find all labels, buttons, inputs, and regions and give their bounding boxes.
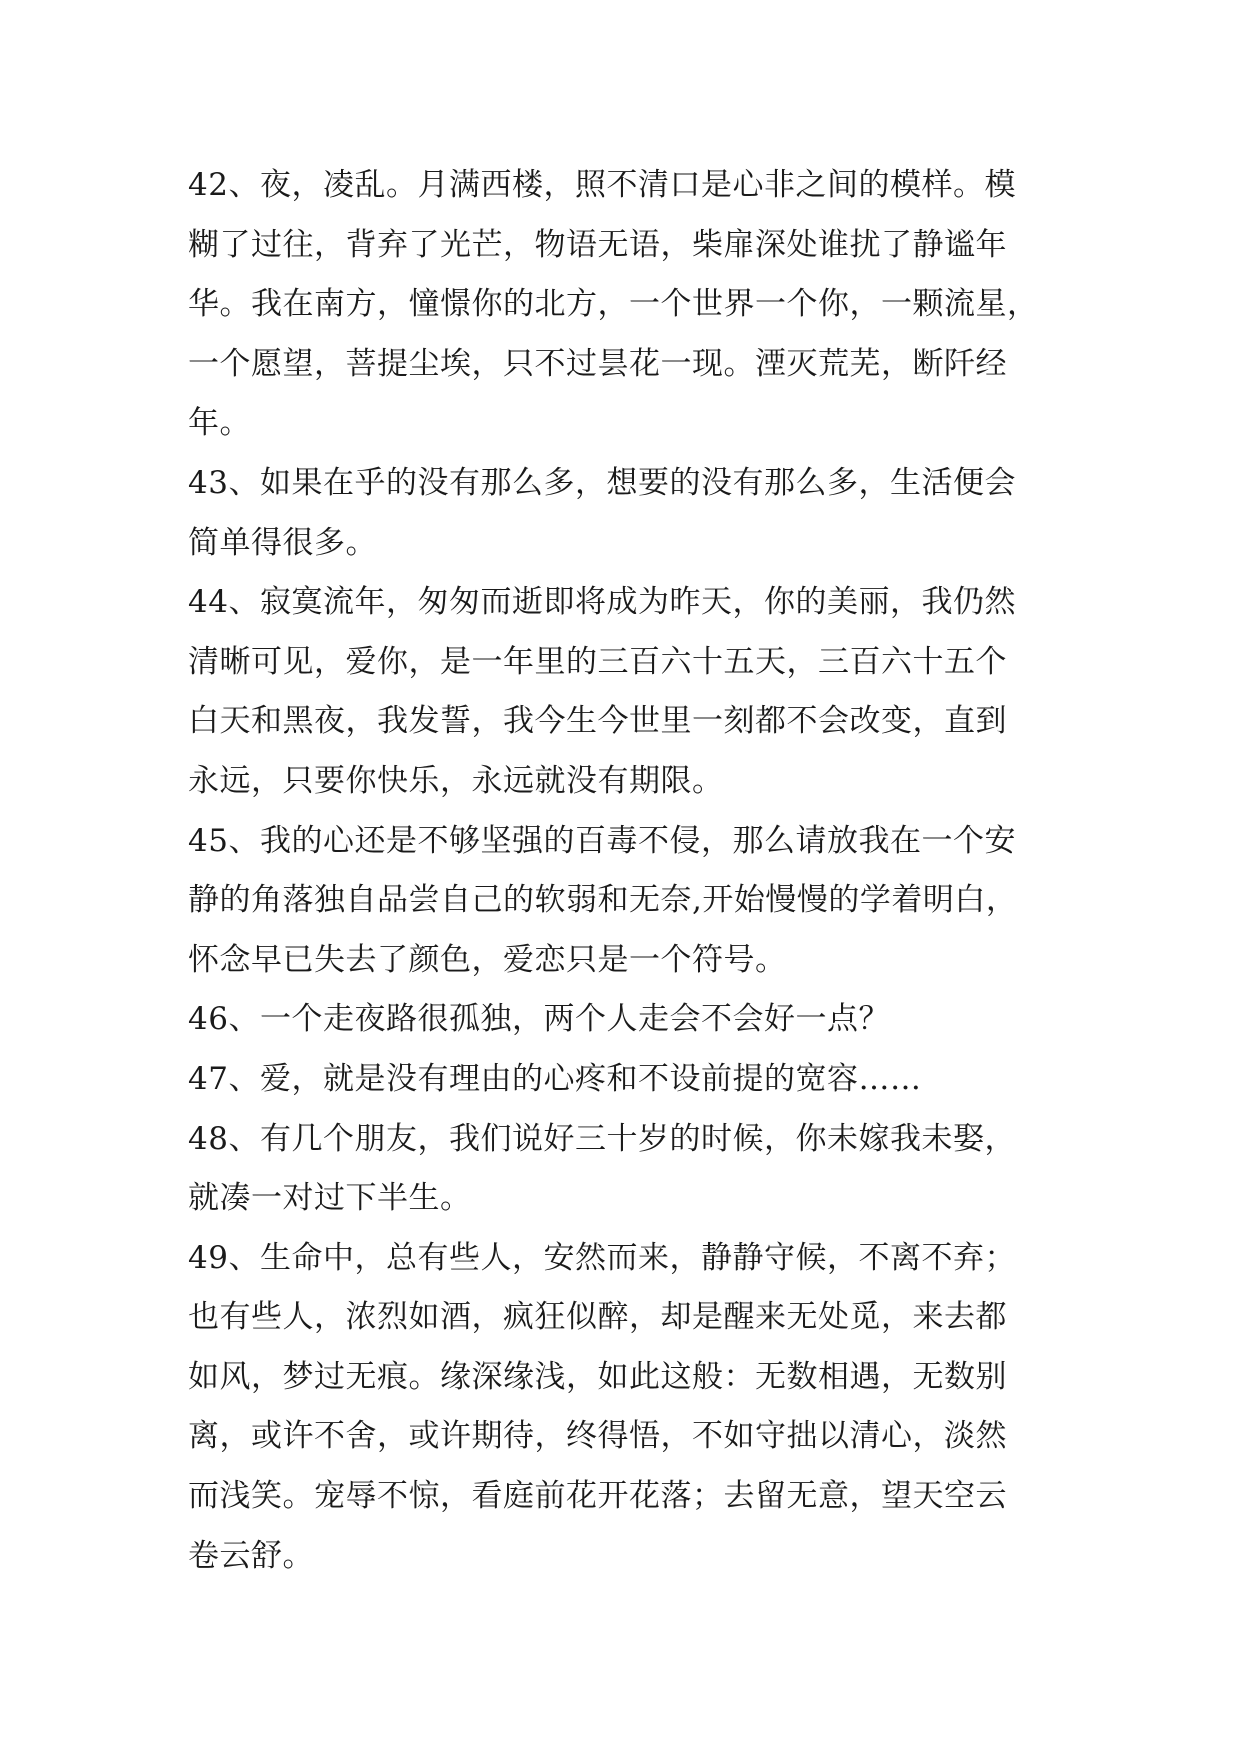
text-line: 47、爱，就是没有理由的心疼和不设前提的宽容…… bbox=[188, 1060, 922, 1097]
text-line: 卷云舒。 bbox=[188, 1537, 314, 1574]
text-line: 华。我在南方，憧憬你的北方，一个世界一个你，一颗流星， bbox=[188, 286, 1039, 323]
text-line: 45、我的心还是不够坚强的百毒不侵，那么请放我在一个安 bbox=[188, 822, 1016, 859]
text-line: 静的角落独自品尝自己的软弱和无奈,开始慢慢的学着明白， bbox=[188, 882, 1018, 919]
document-body bbox=[188, 156, 1068, 1586]
paragraph bbox=[188, 454, 1068, 573]
text-line: 49、生命中，总有些人，安然而来，静静守候，不离不弃； bbox=[188, 1239, 1016, 1276]
text-line: 年。 bbox=[188, 405, 251, 442]
text-line: 就凑一对过下半生。 bbox=[188, 1180, 472, 1217]
text-line: 怀念早已失去了颜色，爱恋只是一个符号。 bbox=[188, 941, 787, 978]
text-line: 清晰可见，爱你，是一年里的三百六十五天，三百六十五个 bbox=[188, 643, 1007, 680]
paragraph bbox=[188, 156, 1068, 454]
text-line: 43、如果在乎的没有那么多，想要的没有那么多，生活便会 bbox=[188, 464, 1016, 501]
text-line: 糊了过往，背弃了光芒，物语无语，柴扉深处谁扰了静谧年 bbox=[188, 226, 1007, 263]
text-line: 44、寂寞流年，匆匆而逝即将成为昨天，你的美丽，我仍然 bbox=[188, 584, 1016, 621]
paragraph bbox=[188, 1050, 1068, 1110]
paragraph bbox=[188, 1110, 1068, 1229]
text-line: 42、夜，凌乱。月满西楼，照不清口是心非之间的模样。模 bbox=[188, 167, 1016, 203]
text-line: 48、有几个朋友，我们说好三十岁的时候，你未嫁我未娶， bbox=[188, 1120, 1016, 1157]
paragraph bbox=[188, 990, 1068, 1050]
text-line: 白天和黑夜，我发誓，我今生今世里一刻都不会改变，直到 bbox=[188, 703, 1007, 740]
paragraph bbox=[188, 1229, 1068, 1587]
text-line: 而浅笑。宠辱不惊，看庭前花开花落；去留无意，望天空云 bbox=[188, 1478, 1007, 1515]
paragraph bbox=[188, 573, 1068, 811]
text-line: 离，或许不舍，或许期待，终得悟，不如守拙以清心，淡然 bbox=[188, 1418, 1007, 1455]
text-line: 如风，梦过无痕。缘深缘浅，如此这般：无数相遇，无数别 bbox=[188, 1358, 1007, 1395]
text-line: 一个愿望，菩提尘埃，只不过昙花一现。湮灭荒芜，断阡经 bbox=[188, 345, 1007, 382]
text-line: 也有些人，浓烈如酒，疯狂似醉，却是醒来无处觅，来去都 bbox=[188, 1299, 1007, 1336]
paragraph bbox=[188, 812, 1068, 991]
text-line: 永远，只要你快乐，永远就没有期限。 bbox=[188, 762, 724, 799]
text-line: 简单得很多。 bbox=[188, 524, 377, 561]
text-line: 46、一个走夜路很孤独，两个人走会不会好一点？ bbox=[188, 1001, 890, 1038]
